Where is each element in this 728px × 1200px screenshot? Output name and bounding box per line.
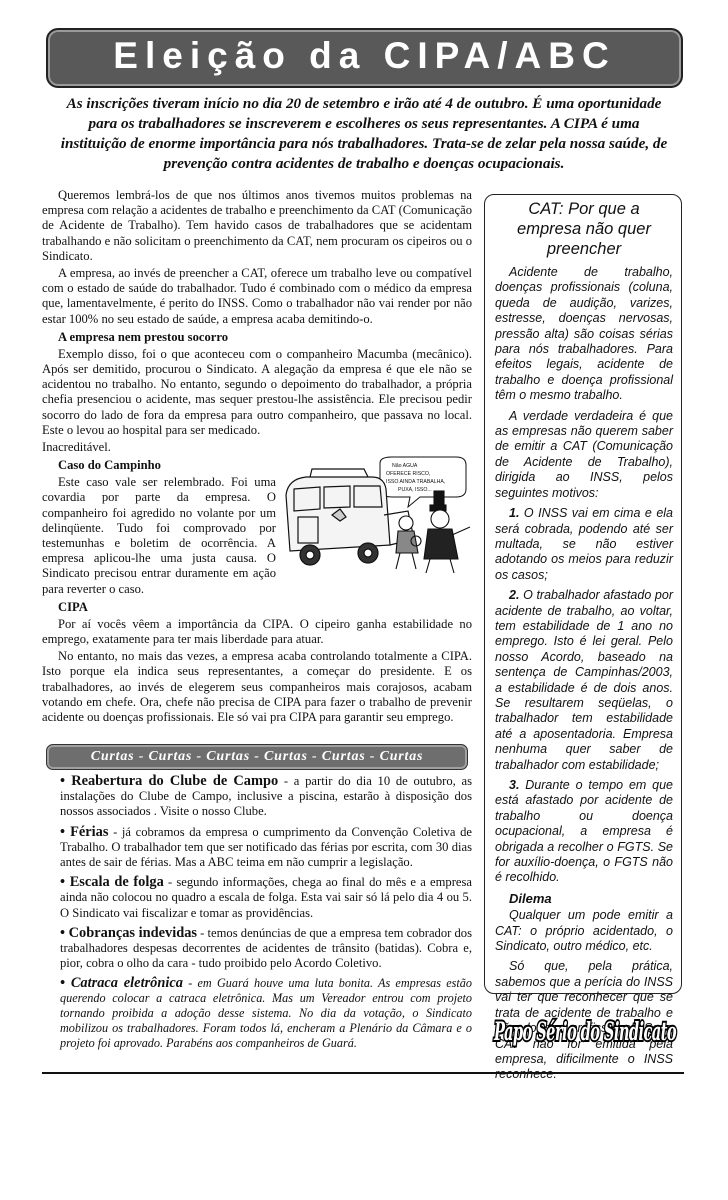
curtas-item-text: - em Guará houve uma luta bonita. As empresas estão querendo colocar a catraca eletrônica. Mas um Vereador entrou com projeto tornando proibida a adoção desse sistema. No dia da votação, o Sindicato mobilizou os trabalhadores. Foram todos lá, encheram a Plenário da Câmara e o projeto foi aprovado. Parabéns aos companheiros de Guará. bbox=[60, 976, 472, 1051]
curtas-item-heading: • Cobranças indevidas bbox=[60, 924, 198, 941]
papo-serio-logo bbox=[490, 1004, 680, 1056]
speech-text: Não AGUA bbox=[392, 463, 418, 470]
article-subheading: CIPA bbox=[58, 599, 88, 614]
reason-text: Durante o tempo em que está afastado por acidente de trabalho ou doença ocupacional, a empresa é obrigada a recolher o FGTS. Se for auxílio-doença, o FGTS não é recolhido. bbox=[495, 778, 673, 885]
cat-box-reason bbox=[495, 506, 673, 583]
curtas-item bbox=[42, 774, 472, 820]
curtas-banner-label: Curtas - Curtas - Curtas - Curtas - Curtas - Curtas bbox=[90, 749, 424, 764]
article-subheading: A empresa nem prestou socorro bbox=[58, 329, 228, 344]
curtas-item bbox=[42, 976, 472, 1051]
article-paragraph: No entanto, no mais das vezes, a empresa acaba controlando totalmente a CIPA. Isto porque ela indica seus representantes, a começar do presidente. E os trabalhadores, ao invés de elegerem seus companheiros mais corajosos, acabam votando em chefe. Ora, chefe não precisa de CIPA para fazer o trabalho de prevenir acidente ou doenças profissionais. Ele só vai pra CIPA para garantir seu emprego. bbox=[42, 649, 472, 725]
curtas-item-heading: • Catraca eletrônica bbox=[60, 975, 183, 992]
reason-number: 3. bbox=[509, 778, 520, 792]
masthead-banner bbox=[46, 28, 683, 88]
cat-box-subheading: Dilema bbox=[509, 890, 552, 906]
curtas-item-heading: • Reabertura do Clube de Campo bbox=[60, 773, 279, 789]
curtas-item-text: - segundo informações, chega ao final do mês e a empresa ainda não colocou no quadro a escala de folga. Esta vai sair só lá pelo dia 4 ou 5. O Sindicato vai fiscalizar e tomar as providências. bbox=[60, 875, 472, 920]
lead-paragraph: As inscrições tiveram início no dia 20 de setembro e irão até 4 de outubro. É uma oportunidade para os trabalhadores se inscreverem e escolheres os seus representantes. A CIPA é uma instituição de enorme importância para nós trabalhadores. Trata-se de zelar pela nossa saúde, de prevenção contra acidentes de trabalho e doenças ocupacionais. bbox=[60, 95, 668, 172]
article-paragraph: Queremos lembrá-los de que nos últimos anos tivemos muitos problemas na empresa com relação a acidentes de trabalho e preenchimento da CAT (Comunicação de Acidente de Trabalho). Tem havido casos de trabalhadores que se acidentam trabalhando e não solicitam o preenchimento da CAT, nem procuram os cipeiros ou o Sindicato. bbox=[42, 188, 472, 263]
cat-box-paragraph: Acidente de trabalho, doenças profissionais (coluna, queda de audição, varizes, estresse, doenças nervosas, pressão alta) são coisas sérias para nós trabalhadores. Para efeitos legais, acidente de trabalho e doença profissional têm o mesmo trabalho. bbox=[495, 265, 673, 403]
curtas-item-heading: • Escala de folga bbox=[60, 874, 164, 891]
reason-number: 1. bbox=[509, 506, 520, 521]
curtas-item-text: - a partir do dia 10 de outubro, as instalações do Clube de Campo, inclusive a piscina, estarão à disposição dos nossos associados . Visite o nosso Clube. bbox=[60, 774, 472, 819]
speech-text: OFERECE RISCO, bbox=[386, 471, 431, 478]
curtas-item-heading: • Férias bbox=[60, 823, 109, 840]
curtas-item-text: - já cobramos da empresa o cumprimento da Convenção Coletiva de Trabalho. O trabalhador tem que ser notificado das férias por escrita, com 30 dias antes de sair de férias. Mas a ABC teima em não cumprir a legislação. bbox=[60, 824, 473, 870]
logo-text: Papo Sério do Sindicato bbox=[493, 1017, 677, 1046]
reason-text: O INSS vai em cima e ela será cobrada, podendo até ser multada, se não estiver adotando os meios para reduzir os casos; bbox=[495, 506, 673, 582]
article-paragraph: Este caso vale ser relembrado. Foi uma covardia por parte da empresa. O companheiro foi agredido no volante por um delinqüente. Tudo foi comprovado por testemunhas e boletim de ocorrência. A empresa aplicou-lhe uma justa causa. O Sindicato precisou entrar duramente em ação para reverter o caso. bbox=[42, 475, 276, 596]
curtas-banner bbox=[46, 744, 468, 770]
cat-box-reason bbox=[495, 778, 673, 886]
main-article bbox=[42, 188, 472, 727]
article-paragraph: A empresa, ao invés de preencher a CAT, oferece um trabalho leve ou compatível com o estado de saúde do trabalhador. Tudo é combinado com o médico da empresa que, lamentavelmente, é perito do INSS. Como o trabalhador não vai render por não estar 100% no seu estado de saúde, a empresa acaba demitindo-o. bbox=[42, 266, 472, 326]
article-paragraph: Por aí vocês vêem a importância da CIPA. O cipeiro ganha estabilidade no emprego, exatamente para ter mais liberdade para atuar. bbox=[42, 616, 472, 647]
speech-text: PUXA, ISSO... bbox=[398, 487, 432, 494]
page-title: Eleição da CIPA/ABC bbox=[113, 35, 616, 76]
curtas-item bbox=[42, 825, 472, 871]
cat-box-title: CAT: Por que a empresa não quer preencher bbox=[517, 200, 651, 258]
reason-number: 2. bbox=[509, 588, 520, 603]
curtas-item bbox=[42, 875, 472, 921]
article-paragraph: Inacreditável. bbox=[42, 440, 111, 455]
reason-text: O trabalhador afastado por acidente de trabalho, ao voltar, tem estabilidade de 1 ano no emprego. Isto é lei geral. Pelo nosso Acordo, baseado na sentença de Campinhas/2003, a estabilidade é de dois anos. Se resultarem seqüelas, o trabalhador tem estabilidade até a aposentadoria. Empresa nenhuma quer saber de trabalhador com estabilidade; bbox=[495, 588, 673, 772]
curtas-item-text: - temos denúncias de que a empresa tem cobrador dos trabalhadores despesas decorrentes de acidentes de trânsito (batidas). Cobra e, pior, cobra o olho da cara - tudo proibido pelo Acordo Coletivo. bbox=[60, 925, 472, 971]
bus-cartoon-illustration bbox=[280, 455, 476, 575]
article-paragraph: Exemplo disso, foi o que aconteceu com o companheiro Macumba (mecânico). Após ser demitido, procurou o Sindicato. A alegação da empresa é que ele não se acidentou no trabalho. No entanto, segundo o depoimento do trabalhador, a própria chefia presenciou o acidente, mas sequer prestou-lhe assistência. Ele precisou pedir socorro do lado de fora da empresa para outro companheiro, que passava no local. Este o levou ao hospital para ser medicado. bbox=[42, 346, 472, 437]
speech-text: ISSO AINDA TRABALHA, bbox=[386, 479, 446, 486]
article-subheading: Caso do Campinho bbox=[58, 458, 161, 473]
curtas-item bbox=[42, 926, 472, 972]
cat-box-reason bbox=[495, 588, 673, 773]
boss-figure bbox=[424, 491, 470, 573]
cat-box-paragraph: Qualquer um pode emitir a CAT: o próprio acidentado, o Sindicato, outro médico, etc. bbox=[495, 908, 673, 954]
worker-figure bbox=[396, 516, 421, 569]
curtas-list bbox=[42, 774, 472, 1056]
cat-box-paragraph: Só que, pela prática, sabemos que a perícia do INSS vai ter que reconhecer que se trata de acidente de trabalho e não doença profissional. Se a CAT não for emitida pela empresa, dificilmente o INSS reconhece. bbox=[495, 959, 673, 1082]
cat-box-paragraph: A verdade verdadeira é que as empresas não querem saber de emitir a CAT (Comunicação de Acidente de Trabalho), dirigida ao INSS, pelos seguintes motivos: bbox=[495, 408, 673, 500]
speech-balloon bbox=[380, 457, 466, 507]
